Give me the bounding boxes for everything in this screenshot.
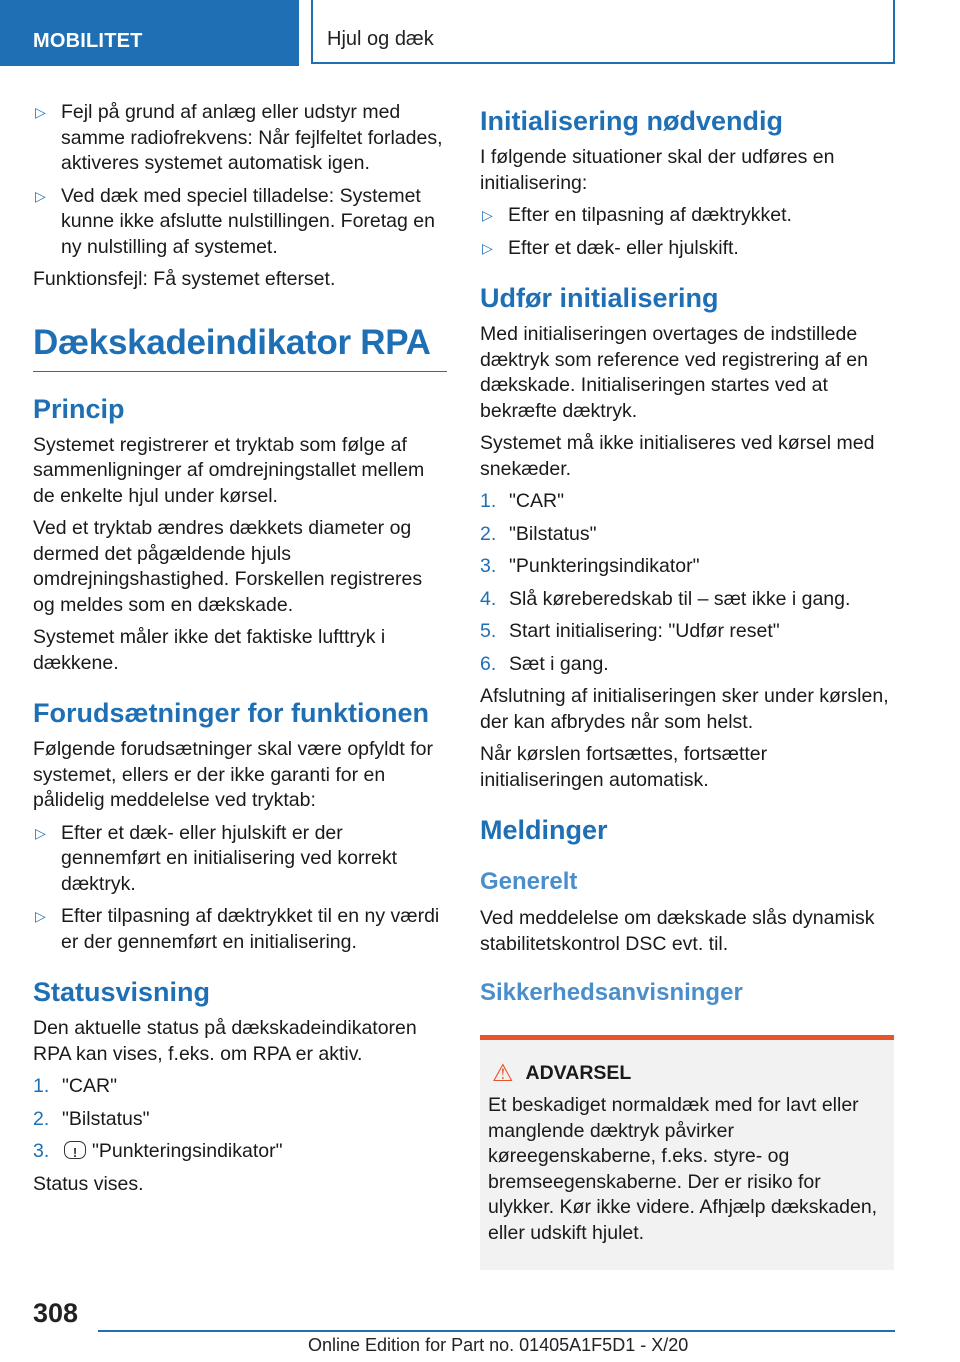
list-item: ▷ Ved dæk med speciel tilladelse: Systemet kunne ikke afslutte nulstillingen. Foretag en ny nulstilling af systemet. xyxy=(35,184,435,258)
principle-heading: Princip xyxy=(33,393,125,424)
paragraph: Med initialiseringen overtages de indstillede dæktryk som reference ved registrering af en dækskade. Initialiseringen startes ved at bekræfte dæktryk. xyxy=(480,323,869,422)
left-column xyxy=(33,100,447,1204)
tire-pressure-warning-icon: ! xyxy=(64,1141,86,1159)
triangle-right-icon: ▷ xyxy=(35,104,46,120)
paragraph: Systemet registrerer et tryktab som følge af sammenligninger af omdrejningstallet mellem de enkelte hjul under kørsel. xyxy=(33,433,425,507)
paragraph: Når kørslen fortsættes, fortsætter initialiseringen automatisk. xyxy=(480,743,768,791)
footer-divider xyxy=(98,1330,895,1332)
status-heading: Statusvisning xyxy=(33,977,211,1007)
list-item: ▷ Efter et dæk- eller hjulskift er der gennemført en initialisering ved korrekt dæktryk. xyxy=(35,821,397,895)
step-item: 4. Slå køreberedskab til – sæt ikke i gang. xyxy=(480,587,851,610)
warning-text: Et beskadiget normaldæk med for lavt eller manglende dæktryk påvirker køreegenskaberne, f.eks. styre- og bremseegenskaberne. Der er risiko for ulykker. Kør ikke videre. Afhjælp dækskaden, eller udskift hjulet. xyxy=(488,1094,878,1244)
chapter-title: Dækskadeindikator RPA xyxy=(33,323,447,372)
header-section: MOBILITET xyxy=(0,0,299,66)
paragraph: Systemet måler ikke det faktiske lufttryk i dækkene. xyxy=(33,626,386,674)
step-item: 1. "CAR" xyxy=(33,1075,118,1097)
header-title: Hjul og dæk xyxy=(311,0,895,64)
paragraph: Status vises. xyxy=(33,1172,144,1195)
list-item: ▷ Efter en tilpasning af dæktrykket. xyxy=(480,203,894,229)
paragraph: I følgende situationer skal der udføres en initialisering: xyxy=(480,146,835,194)
list-item: ▷ Efter et dæk- eller hjulskift. xyxy=(480,236,894,262)
prereq-heading: Forudsætninger for funktionen xyxy=(33,698,429,728)
paragraph: Afslutning af initialiseringen sker under kørslen, der kan afbrydes når som helst. xyxy=(480,685,889,733)
init-needed-heading: Initialisering nødvendig xyxy=(480,106,784,136)
list-item: ▷ Fejl på grund af anlæg eller udstyr med samme radiofrekvens: Når fejlfeltet forlades, aktiveres systemet automatisk igen. xyxy=(35,101,443,174)
safety-heading: Sikkerhedsanvisninger xyxy=(480,979,743,1006)
paragraph: Følgende forudsætninger skal være opfyldt for systemet, ellers er der ikke garanti for en pålidelig meddelelse ved tryktab: xyxy=(33,738,433,811)
step-item: 1. "CAR" xyxy=(480,490,565,512)
footer-edition: Online Edition for Part no. 01405A1F5D1 - X/20 xyxy=(308,1335,689,1355)
step-item: 3. ! "Punkteringsindikator" xyxy=(33,1140,283,1162)
warning-title: ⚠ ADVARSEL xyxy=(492,1059,632,1087)
step-item: 2. "Bilstatus" xyxy=(480,522,597,545)
malfunction-text: Funktionsfejl: Få systemet efterset. xyxy=(33,268,336,290)
warning-box xyxy=(480,1035,894,1270)
paragraph: Ved et tryktab ændres dækkets diameter og dermed det pågældende hjuls omdrejningshastighed. Forskellen registreres og meldes som en dækskade. xyxy=(33,517,423,616)
do-init-heading: Udfør initialisering xyxy=(480,283,719,313)
step-item: 2. "Bilstatus" xyxy=(33,1107,150,1130)
paragraph: Ved meddelelse om dækskade slås dynamisk stabilitetskontrol DSC evt. til. xyxy=(480,907,875,955)
page-number: 308 xyxy=(33,1298,79,1328)
triangle-right-icon: ▷ xyxy=(482,239,493,256)
warning-triangle-icon: ⚠ xyxy=(492,1059,514,1087)
messages-heading: Meldinger xyxy=(480,815,608,845)
paragraph: Den aktuelle status på dækskadeindikatoren RPA kan vises, f.eks. om RPA er aktiv. xyxy=(33,1017,417,1065)
step-item: 5. Start initialisering: "Udfør reset" xyxy=(480,620,780,642)
step-item: 6. Sæt i gang. xyxy=(480,652,609,675)
triangle-right-icon: ▷ xyxy=(482,207,493,223)
paragraph: Systemet må ikke initialiseres ved kørsel med snekæder. xyxy=(480,432,875,480)
step-item: 3. "Punkteringsindikator" xyxy=(480,555,700,577)
triangle-right-icon: ▷ xyxy=(35,908,46,924)
general-heading: Generelt xyxy=(480,868,578,895)
triangle-right-icon: ▷ xyxy=(35,824,46,841)
triangle-right-icon: ▷ xyxy=(35,187,46,204)
right-column xyxy=(480,100,894,1270)
list-item: ▷ Efter tilpasning af dæktrykket til en ny værdi er der gennemført en initialisering. xyxy=(35,905,440,953)
